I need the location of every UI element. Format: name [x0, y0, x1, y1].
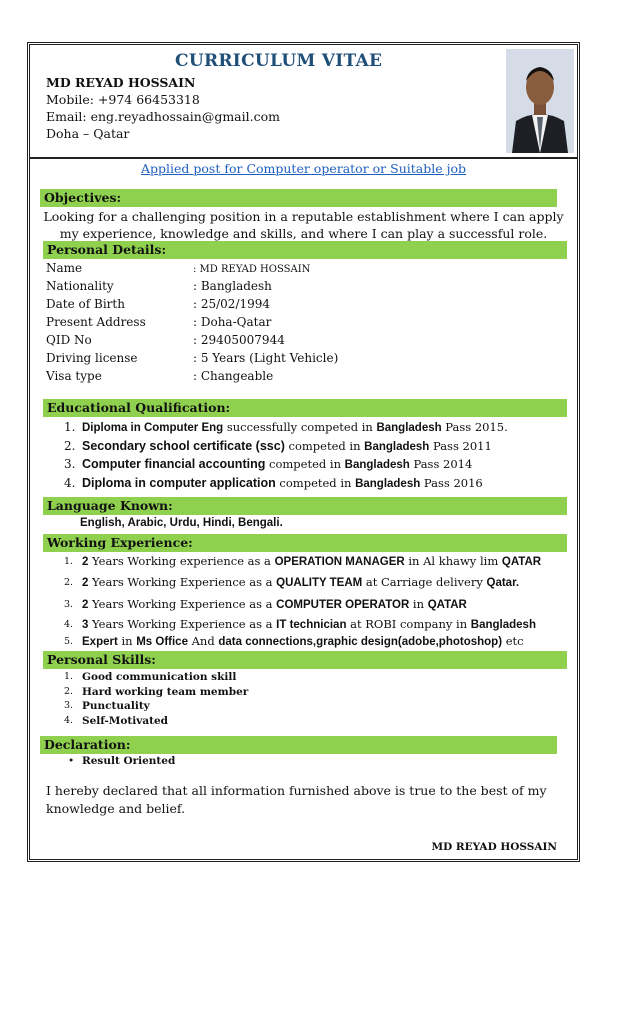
objectives-line-1: Looking for a challenging position in a reputable establishment where I can apply	[43, 209, 564, 224]
list-item: 4. Diploma in computer application competed in Bangladesh Pass 2016	[64, 475, 483, 490]
signature: MD REYAD HOSSAIN	[431, 841, 557, 853]
pd-row: QID No : 29405007944	[46, 333, 285, 347]
language-heading: Language Known:	[43, 497, 567, 515]
applied-post-link[interactable]: Applied post for Computer operator or Suitable job	[141, 161, 466, 176]
list-item: 2. Secondary school certificate (ssc) competed in Bangladesh Pass 2011	[64, 438, 492, 453]
skills-list	[46, 670, 248, 728]
pd-row: Present Address : Doha-Qatar	[46, 315, 272, 329]
pd-row: Driving license : 5 Years (Light Vehicle)	[46, 351, 339, 365]
declaration-heading: Declaration:	[40, 736, 557, 754]
email-line: Email: eng.reyadhossain@gmail.com	[46, 109, 280, 124]
pd-row: Visa type : Changeable	[46, 369, 274, 383]
pd-row: Date of Birth : 25/02/1994	[46, 297, 271, 311]
candidate-name: MD REYAD HOSSAIN	[46, 75, 196, 90]
objectives-heading: Objectives:	[40, 189, 557, 207]
declaration-line-1: I hereby declared that all information furnished above is true to the best of my	[46, 783, 547, 798]
list-item: 3. Punctuality	[64, 700, 150, 712]
personal-details-heading: Personal Details:	[43, 241, 567, 259]
education-heading: Educational Qualification:	[43, 399, 567, 417]
list-item: 1. Diploma in Computer Eng successfully competed in Bangladesh Pass 2015.	[64, 420, 508, 434]
profile-photo	[506, 49, 574, 153]
list-item: 2. Hard working team member	[64, 685, 249, 698]
cv-frame	[27, 42, 580, 862]
pd-row: Nationality : Bangladesh	[46, 279, 272, 293]
skills-heading: Personal Skills:	[43, 651, 567, 669]
list-item: 4. Self-Motivated	[64, 714, 168, 727]
declaration-line-2: knowledge and belief.	[46, 801, 186, 816]
experience-heading: Working Experience:	[43, 534, 567, 552]
list-item: 1. 2 Years Working experience as a OPERATION MANAGER in Al khawy lim QATAR	[64, 554, 542, 568]
bullet-icon: •	[68, 755, 75, 767]
list-item: 4. 3 Years Working Experience as a IT technician at ROBI company in Bangladesh	[64, 617, 536, 631]
list-item: 3. 2 Years Working Experience as a COMPUTER OPERATOR in QATAR	[64, 597, 467, 611]
cv-header	[30, 45, 577, 159]
cv-title: CURRICULUM VITAE	[175, 51, 383, 71]
education-list	[46, 419, 508, 493]
list-item: 2. 2 Years Working Experience as a QUALITY TEAM at Carriage delivery Qatar.	[64, 575, 520, 589]
declaration-bullet: • Result Oriented	[68, 755, 176, 767]
list-item: 1. Good communication skill	[64, 671, 237, 683]
list-item: 3. Computer financial accounting competed in Bangladesh Pass 2014	[64, 457, 473, 471]
mobile-line: Mobile: +974 66453318	[46, 92, 200, 107]
pd-row: Name : MD REYAD HOSSAIN	[46, 261, 311, 275]
objectives-line-2: my experience, knowledge and skills, and where I can play a successful role.	[59, 226, 548, 241]
location-line: Doha – Qatar	[46, 126, 130, 141]
language-list: English, Arabic, Urdu, Hindi, Bengali.	[80, 517, 283, 529]
list-item: 5. Expert in Ms Office And data connections,graphic design(adobe,photoshop) etc	[64, 634, 524, 648]
